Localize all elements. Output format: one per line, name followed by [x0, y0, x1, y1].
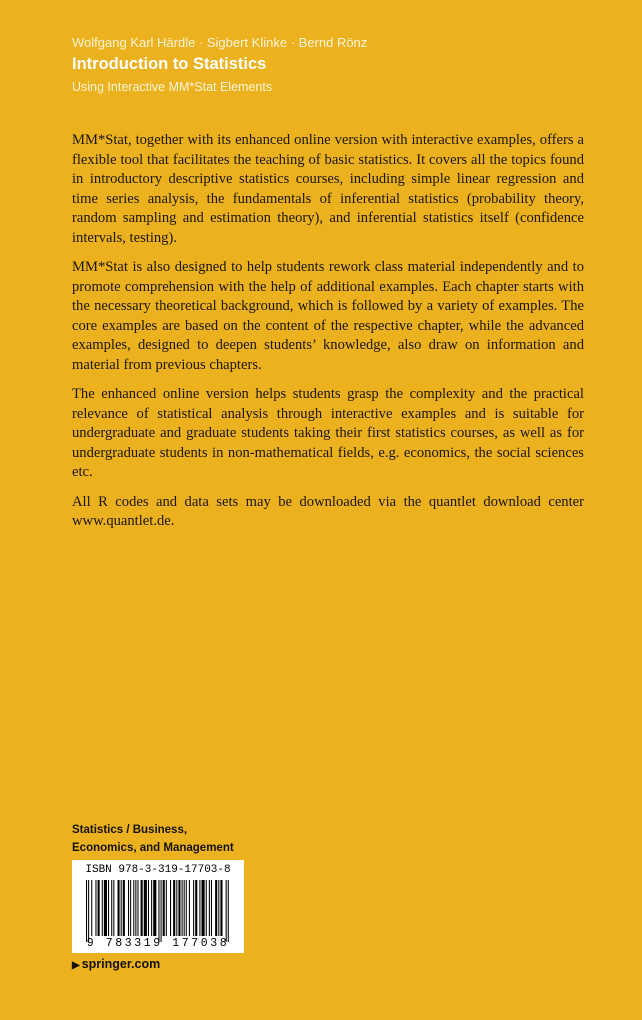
subject-category: [72, 822, 234, 857]
blurb-paragraph-4: All R codes and data sets may be downloaded via the quantlet download center www.quantlet.de.: [72, 493, 584, 529]
arrow-right-icon: ▶: [72, 960, 80, 971]
book-title: Introduction to Statistics: [72, 55, 267, 73]
barcode-icon: [86, 880, 230, 942]
blurb-paragraph-1: MM*Stat, together with its enhanced online version with interactive examples, offers a flexible tool that facilitates the teaching of basic statistics. It covers all the topics found in introductory descriptive statistics courses, including simple linear regression and time series analysis, the fundamentals of inferential statistics (probability theory, random sampling and estimation theory), and inferential statistics itself (confidence intervals, testing).: [72, 132, 584, 246]
barcode-box: [72, 860, 244, 953]
publisher-link[interactable]: [72, 957, 160, 971]
publisher-label: springer.com: [81, 957, 161, 971]
isbn-label: ISBN 978-3-319-17703-8: [85, 864, 231, 876]
authors-line: Wolfgang Karl Härdle · Sigbert Klinke · Bernd Rönz: [72, 35, 368, 50]
blurb-paragraph-2: MM*Stat is also designed to help students rework class material independently and to promote comprehension with the help of additional examples. Each chapter starts with the necessary theoretical background, which is followed by a variety of examples. The core examples are based on the content of the respective chapter, while the advanced examples, designed to deepen students’ knowledge, also draw on information and material from previous chapters.: [72, 259, 584, 373]
subject-line-1: Statistics / Business,: [72, 824, 188, 836]
ean-number: 9 783319 177038: [86, 937, 230, 950]
book-subtitle: Using Interactive MM*Stat Elements: [72, 80, 273, 94]
blurb-paragraph-3: The enhanced online version helps students grasp the complexity and the practical relevance of statistical analysis through interactive examples and is suitable for undergraduate and graduate students taking their first statistics courses, as well as for undergraduate students in non-mathematical fields, e.g. economics, the social sciences etc.: [72, 386, 584, 480]
subject-line-2: Economics, and Management: [72, 841, 234, 854]
blurb-text: [72, 131, 584, 542]
